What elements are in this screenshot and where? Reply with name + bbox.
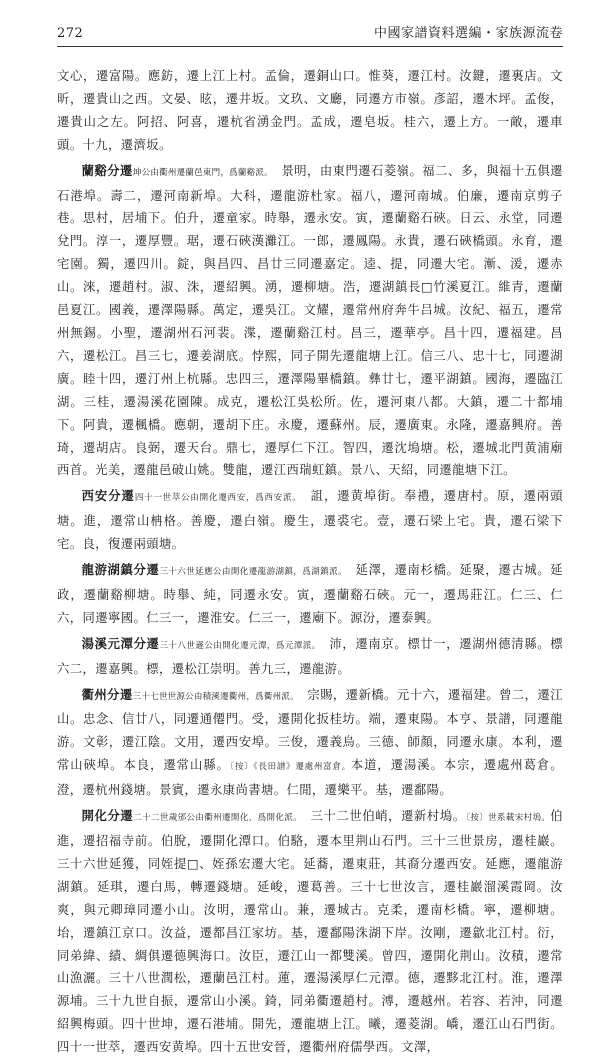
section-heading: 龍游湖鎮分遷 (81, 562, 160, 578)
paragraph-text: 本道，遷湯溪。本宗，遷處州葛倉。澄，遷杭州錢塘。景賓，遷永康尚書塘。仁閒，遷樂平。基，遷鄱陽。 (57, 758, 563, 798)
paragraph (57, 485, 563, 556)
text-body (57, 65, 563, 1059)
paragraph-text: 文心，遷富陽。應鈁，遷上江上村。孟倫，遷銅山口。惟葵，遷江村。汝鍵，遷裏店。文昕，遷貴山之西。文晏、昡，遷井坂。文玖、文廳，同遷方市嶺。彥詔，遷木坪。孟俊，遷貴山之左。阿招、阿喜，遷杭省湧金門。孟成，遷皂坂。桂六，遷上方。一敵，遷車頭。十九，遷濟坂。 (57, 69, 563, 152)
paragraph (57, 805, 563, 1059)
section-heading: 湯溪元潭分遷 (81, 635, 160, 651)
paragraph-text: 詛，遷黄埠街。奉禮，遷唐村。原，遷兩頭塘。進，遷常山柟格。善慶，遷白嶺。慶生，遷裘宅。壹，遷石梁上宅。貴，遷石梁下宅。良，復遷兩頭塘。 (57, 489, 563, 552)
annotation-note: 〔按〕世系載宋村塢。 (465, 813, 551, 824)
paragraph (57, 559, 563, 630)
running-title: 中國家譜資料選編・家族源流卷 (373, 26, 563, 41)
paragraph (57, 160, 563, 483)
annotation-note: 〔按〕《長田譜》遷處州富倉。 (229, 762, 351, 773)
paragraph-text: 延澤，遷南杉橋。延聚，遷古城。延政，遷蘭谿柳塘。時舉、純，同遷永安。寅，遷蘭谿石硤。元一，遷馬莊江。仁三、仁六，同遷寧國。仁三一，遷淮安。仁三一，遷廟下。源汾，遷泰興。 (57, 563, 564, 625)
annotation-note: 三十八世遜公由開化遷元潭，爲元潭派。 (159, 640, 317, 651)
page-number: 272 (57, 26, 84, 41)
paragraph (57, 684, 563, 803)
annotation-note: 三十七世世源公由積溪遷衢州，爲衢州派。 (132, 691, 295, 702)
annotation-note: 坤公由衢州遷蘭邑東門，爲蘭谿派。 (132, 167, 269, 178)
page (0, 14, 610, 1055)
section-heading: 開化分遷 (81, 808, 134, 824)
paragraph-text: 宗賜，遷新橋。元十六，遷福建。曾二，遷江山。忠念、信廿八，同遷通僊門。受，遷開化扳桂坊。端，遷東陽。本亨、景譜，同遷龍游。文彰，遷江陰。文用，遷西安埠。三俊，遷義烏。三德、師顏，同遷永康。本利，遷常山硤埠。本良，遷常山縣。 (57, 687, 564, 773)
page-header (57, 14, 563, 47)
section-heading: 衢州分遷 (81, 686, 133, 702)
paragraph (57, 65, 563, 157)
paragraph-text: 三十二世伯峭，遷新村塢。 (297, 809, 466, 824)
annotation-note: 二十二世歲邠公由衢州遷開化，爲開化派。 (133, 813, 298, 824)
section-heading: 西安分遷 (81, 488, 135, 504)
paragraph (57, 633, 563, 681)
paragraph-text: 沛，遷南京。標廿一，遷湖州德清縣。標六二，遷嘉興。標，遷松江崇明。善九三，遷龍游。 (57, 636, 563, 676)
annotation-note: 三十六世延應公由開化遷龍游湖鎮，爲湖鎮派。 (159, 567, 343, 578)
paragraph-text: 景明，由東門遷石菱嶺。福二、多，與福十五俱遷石港埠。壽二，遷河南新埠。大科，遷龍游杜家。福八，遷河南城。伯廉，遷南京剪子巷。思村，居埔下。伯升，遷童家。時舉，遷永安。寅，遷蘭谿石硤。日云、永堂，同遷兌門。淳一，遷厚豐。琚，遷石硤漢灘江。一郎，遷鳳陽。永貴，遷石硤橋頭。永育，遷宅園。獨，遷四川。錠，與昌四、昌廿三同遷嘉定。逵、提，同遷大宅。漸、湲，遷赤山。淶，遷趙村。淑、洙，遷紹興。湧，遷柳塘。浩，遷湖鎮長□竹溪夏江。維青，遷蘭邑夏江。國義，遷澤陽縣。萬定，遷吳江。文耀，遷常州府奔牛吕城。汝紀、福五，遷常州無錫。小聖，遷湖州石河裴。渫，遷蘭谿江村。昌三，遷華亭。昌十四，遷福建。昌六，遷松江。昌三七，遷姜湖底。悖熙，同子開先遷龍塘上江。信三八、忠十七，同遷湖廣。睦十四，遷汀州上杭縣。忠四三，遷澤陽畢橋鎮。彝廿七，遷平湖鎮。國海，遷臨江湖。三桂，遷湯溪花園陳。成克，遷松江吳松所。佐，遷河東八都。大鎮，遷二十都埔下。阿貴，遷楓橋。應朝，遷胡下庄。永慶，遷蘇州。辰，遷廣東。永隆，遷嘉興府。善琦，遷胡店。良弼，遷天台。鼎七，遷厚仁下江。智四，遷沈塢塘。松，遷城北門黄浦廟西首。光美，遷龍邑破山姚。雙龍，遷江西瑞虹鎮。景八、天紹，同遷龍塘下江。 (57, 163, 564, 478)
paragraph-text: 伯進，遷招福寺前。伯脫，遷開化潭口。伯駱，遷本里荆山石門。三十三世景房，遷桂巖。三十六世延獲，同姪提□、姪孫宏遷大宅。延蕎，遷東莊，其裔分遷西安。延應，遷龍游湖鎮。延琪，遷白馬，轉遷錢塘。延峻，遷葛善。三十七世汝言，遷桂巖溜溪霞岡。汝爽，與元卿璋同遷小山。汝明，遷常山。兼，遷城古。克柔，遷南杉橋。寧，遷柳塘。坮，遷鎮江京口。汝益，遷都昌江家坊。基，遷鄱陽洙湖下岸。汝剛，遷歙北江村。衍，同弟緯、績、綢俱遷德興海口。汝臣，遷江山一都雙溪。曾四，遷開化荆山。汝積，遷常山漁灑。三十八世潤松，遷蘭邑江村。蓮，遷湯溪厚仁元潭。德，遷黟北江村。淮，遷澤源埔。三十九世自振，遷常山小溪。錡，同弟衢遷趙村。溥，遷越州。若容、若沖，同遷紹興梅頭。四十世坤，遷石港埔。開先，遷龍塘上江。曦，遷菱湖。嶠，遷江山石門街。四十一世萃，遷西安黄埠。四十五世安晉，遷衢州府儒學西。文澤， (57, 809, 563, 1055)
section-heading: 蘭谿分遷 (81, 162, 133, 178)
annotation-note: 四十一世萃公由開化遷西安，爲西安派。 (134, 493, 298, 504)
